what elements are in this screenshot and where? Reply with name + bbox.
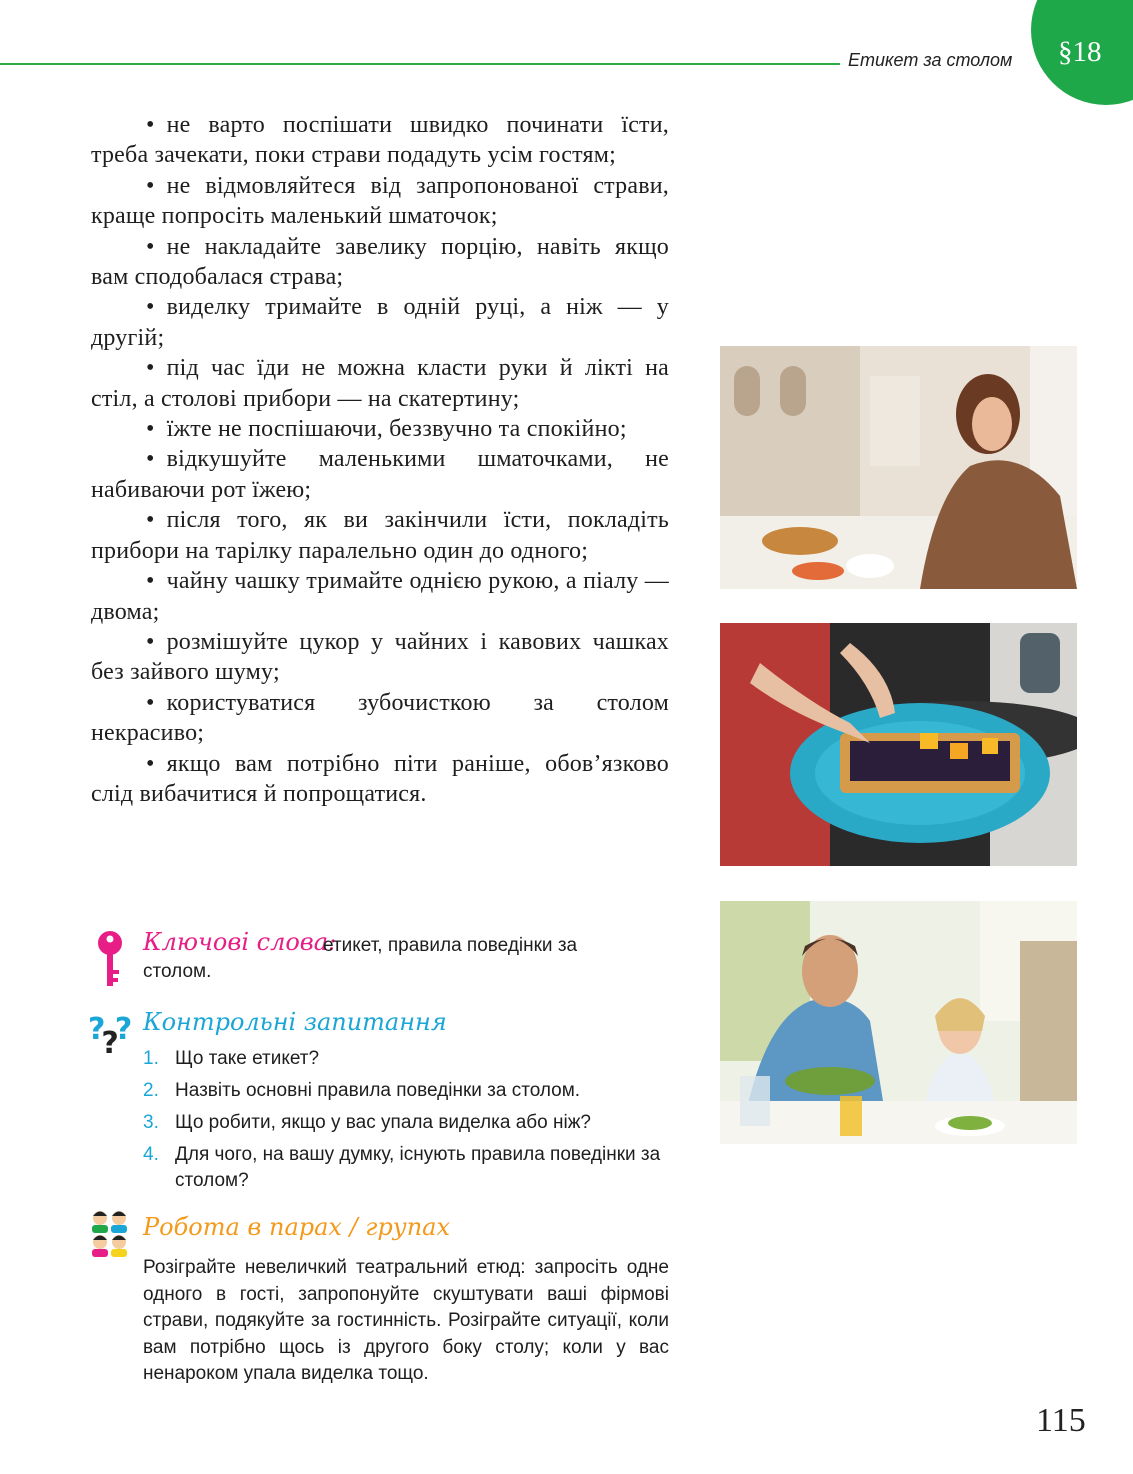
pairs-task-text: Розіграйте невеличкий театральний етюд: запросіть одне одного в гості, запропонуйте скуштувати ваші фірмові страви, подякуйте за гостинність. Розіграйте ситуації, коли вам потрібно щось із другого боку столу; коли у вас ненароком упала виделка тощо. — [143, 1257, 669, 1384]
question-item: 3. Що робити, якщо у вас упала виделка або ніж? — [143, 1112, 591, 1133]
rule-item: • виделку тримайте в одній руці, а ніж — у другій; — [91, 294, 669, 351]
question-marks-icon: ??? — [88, 1012, 129, 1061]
rule-item: • не накладайте завелику порцію, навіть якщо вам сподобалася страва; — [91, 233, 669, 291]
rule-item: • розмішуйте цукор у чайних і кавових чашках без зайвого шуму; — [91, 628, 669, 686]
rule-item: • не варто поспішати швидко починати їсти, треба зачекати, поки страви подадуть усім гостям; — [91, 112, 669, 169]
question-item: 1. Що таке етикет? — [143, 1048, 320, 1069]
rule-item: • їжте не поспішаючи, беззвучно та спокійно; — [146, 416, 627, 443]
rule-item: • користуватися зубочисткою за столом некрасиво; — [91, 689, 669, 747]
chapter-title: Етикет за столом — [848, 50, 1013, 70]
rule-item: • якщо вам потрібно піти раніше, обов’язково слід вибачитися й попрощатися. — [91, 750, 669, 807]
photo-family-meal — [720, 901, 1077, 1144]
keywords-text: етикет, правила поведінки за столом. — [143, 935, 578, 982]
pairs-heading: Робота в парах / групах — [143, 1213, 451, 1241]
page-number: 115 — [1036, 1402, 1086, 1439]
rule-item: • після того, як ви закінчили їсти, покладіть прибори на тарілку паралельно один до одного; — [91, 507, 669, 564]
children-group-icon — [89, 1207, 131, 1257]
section-number: §18 — [1058, 36, 1102, 68]
rule-item: • чайну чашку тримайте однією рукою, а піалу — двома; — [91, 568, 669, 625]
question-item: 4. Для чого, на вашу думку, існують правила поведінки за столом? — [143, 1144, 661, 1191]
photo-waffle-plate — [720, 623, 1077, 866]
header-rule — [0, 63, 840, 65]
etiquette-rules-list — [91, 110, 669, 809]
rule-item: • відкушуйте маленькими шматочками, не набиваючи рот їжею; — [91, 446, 669, 503]
rule-item: • під час їди не можна класти руки й лікті на стіл, а столові прибори — на скатертину; — [91, 355, 669, 412]
key-icon — [96, 930, 124, 988]
rule-item: • не відмовляйтеся від запропонованої страви, краще попросіть маленький шматочок; — [91, 172, 669, 230]
keywords-heading: Ключові слова: — [143, 928, 337, 956]
photo-woman-dining — [720, 346, 1077, 589]
question-item: 2. Назвіть основні правила поведінки за столом. — [143, 1080, 581, 1101]
questions-heading: Контрольні запитання — [143, 1008, 447, 1036]
keywords-text-block — [143, 933, 593, 985]
questions-list — [143, 1046, 673, 1200]
